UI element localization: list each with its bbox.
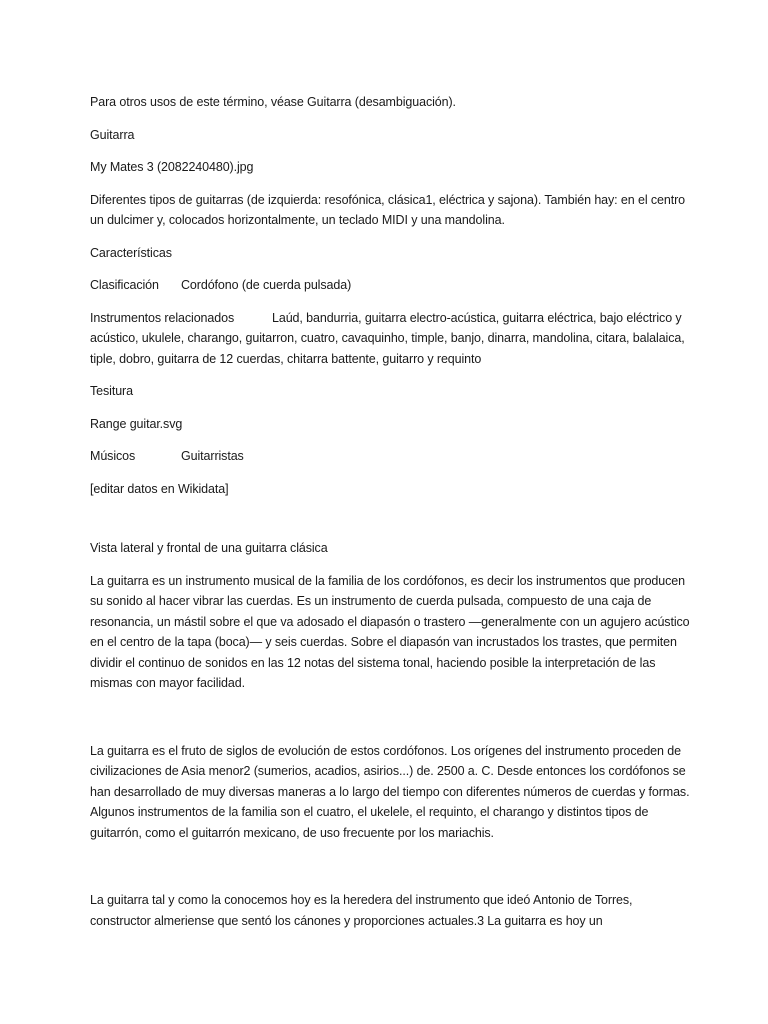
image-filename: My Mates 3 (2082240480).jpg bbox=[90, 160, 254, 174]
musicians-value: Guitarristas bbox=[181, 449, 244, 463]
related-instruments-label: Instrumentos relacionados bbox=[90, 310, 235, 325]
article-title: Guitarra bbox=[90, 127, 135, 142]
musicians-row bbox=[90, 446, 690, 467]
section-spacer bbox=[90, 511, 690, 538]
paragraph-1: La guitarra es un instrumento musical de la familia de los cordófonos, es decir los instrumentos que producen su sonido al hacer vibrar las cuerdas. Es un instrumento de cuerda pulsada, compuesto de una caja de resonancia, un mástil sobre el que va adosado el diapasón o trastero —generalmente con un agujero acústico en el centro de la tapa (boca)— y seis cuerdas. Sobre el diapasón van incrustados los trastes, que permiten dividir el continuo de sonidos en las 12 notas del sistema tonal, haciendo posible la interpretación de las mismas con mayor facilidad. bbox=[90, 573, 690, 690]
related-instruments-value: Laúd, bandurria, guitarra electro-acústica, guitarra eléctrica, bajo eléctrico y acústico, ukulele, charango, guitarron, cuatro, cavaquinho, timple, banjo, dinarra, mandolina, citara, balalaica, tiple, dobro, guitarra de 12 cuerdas, chitarra battente, guitarro y requinto bbox=[90, 310, 685, 366]
classification-row bbox=[90, 275, 690, 296]
paragraph-3: La guitarra tal y como la conocemos hoy es la heredera del instrumento que ideó Antonio de Torres, constructor almeriense que sentó los cánones y proporciones actuales.3 La guitarra es hoy un bbox=[90, 893, 633, 928]
musicians-label: Músicos bbox=[90, 449, 136, 463]
related-instruments-row bbox=[90, 308, 690, 370]
paragraph-spacer bbox=[90, 706, 690, 741]
paragraph-2: La guitarra es el fruto de siglos de evolución de estos cordófonos. Los orígenes del instrumento proceden de civilizaciones de Asia menor2 (sumerios, acadios, asirios...) de. 2500 a. C. Desde entonces los cordófonos se han desarrollado de muy diversas maneras a lo largo del tiempo con diferentes números de cuerdas y formas. Algunos instrumentos de la familia son el cuatro, el ukelele, el requinto, el charango y distintos tipos de guitarrón, como el guitarrón mexicano, de uso frecuente por los mariachis. bbox=[90, 743, 690, 840]
classification-value: Cordófono (de cuerda pulsada) bbox=[181, 278, 352, 292]
characteristics-heading: Características bbox=[90, 245, 172, 260]
classification-label: Clasificación bbox=[90, 278, 159, 292]
edit-wikidata-link[interactable]: [editar datos en Wikidata] bbox=[90, 481, 229, 496]
document-content bbox=[90, 92, 690, 943]
paragraph-spacer bbox=[90, 855, 690, 890]
disambiguation-note: Para otros usos de este término, véase Guitarra (desambiguación). bbox=[90, 95, 456, 109]
image-caption: Diferentes tipos de guitarras (de izquierda: resofónica, clásica1, eléctrica y sajona). También hay: en el centro un dulcimer y, colocados horizontalmente, un teclado MIDI y una mandolina. bbox=[90, 192, 686, 227]
range-filename: Range guitar.svg bbox=[90, 416, 183, 431]
figure-caption: Vista lateral y frontal de una guitarra clásica bbox=[90, 541, 328, 555]
tessitura-heading: Tesitura bbox=[90, 384, 133, 398]
